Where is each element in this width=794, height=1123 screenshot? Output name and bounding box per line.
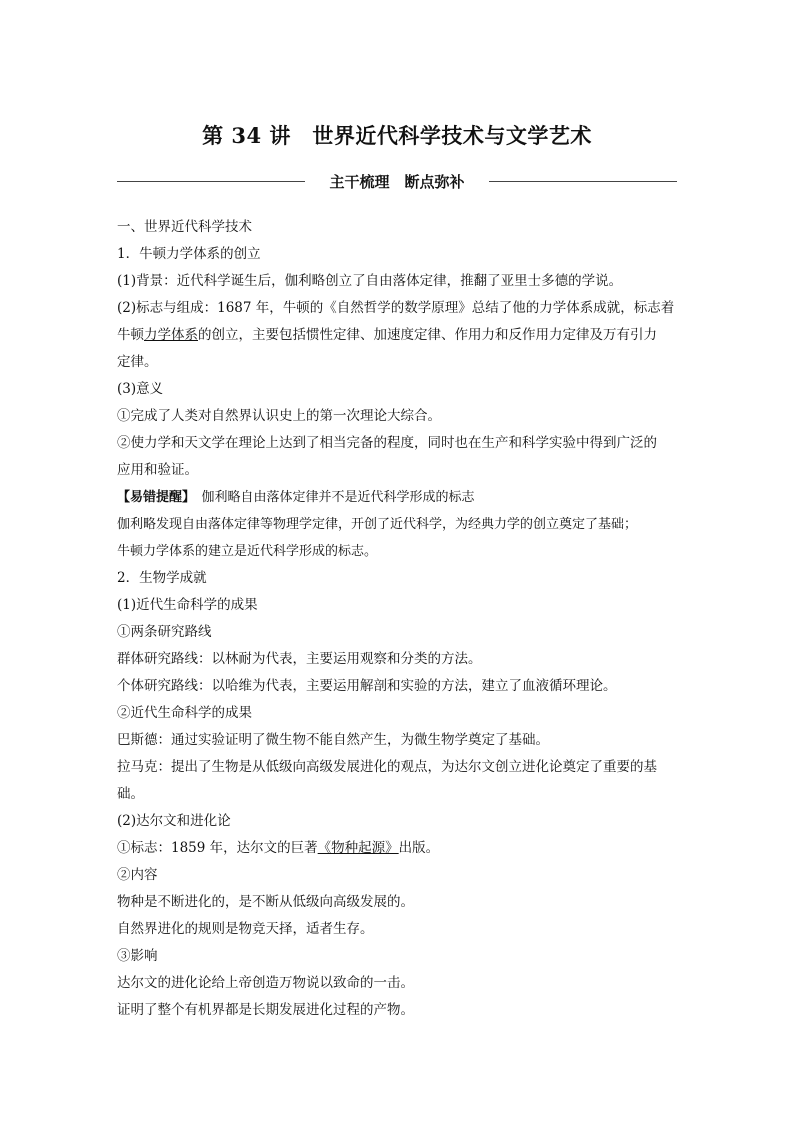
document-body xyxy=(117,214,679,1024)
heading-1: 一、世界近代科学技术 xyxy=(117,219,252,235)
list-item: ②内容 xyxy=(117,867,158,883)
text-span: 出版。 xyxy=(398,840,440,856)
list-item: ③影响 xyxy=(117,948,158,964)
paragraph: 达尔文的进化论给上帝创造万物说以致命的一击。 xyxy=(117,975,414,991)
paragraph: 个体研究路线：以哈维为代表，主要运用解剖和实验的方法，建立了血液循环理论。 xyxy=(117,678,617,694)
paragraph: 自然界进化的规则是物竞天择，适者生存。 xyxy=(117,921,374,937)
underlined-book-title: 《物种起源》 xyxy=(317,840,399,856)
tip-heading xyxy=(117,484,679,511)
section-rule-right xyxy=(489,181,677,182)
list-item: ①两条研究路线 xyxy=(117,624,212,640)
text-span: 的创立，主要包括惯性定律、加速度定律、作用力和反作用力定律及万有引力 xyxy=(198,327,657,343)
paragraph-sign-line3: 定律。 xyxy=(117,354,158,370)
paragraph-cont: 础。 xyxy=(117,786,144,802)
tip-text-line2: 牛顿力学体系的建立是近代科学形成的标志。 xyxy=(117,544,378,559)
tip-title: 伽利略自由落体定律并不是近代科学形成的标志 xyxy=(188,490,475,505)
paragraph-background: (1)背景：近代科学诞生后，伽利略创立了自由落体定律，推翻了亚里士多德的学说。 xyxy=(117,273,623,289)
paragraph: 群体研究路线：以林耐为代表，主要运用观察和分类的方法。 xyxy=(117,651,482,667)
paragraph-sign-line2 xyxy=(117,322,679,349)
underlined-term: 力学体系 xyxy=(144,327,198,343)
paragraph: 证明了整个有机界都是长期发展进化过程的产物。 xyxy=(117,1002,414,1018)
section-header xyxy=(117,171,677,193)
text-span: ①标志：1859 年，达尔文的巨著 xyxy=(117,840,318,856)
paragraph-sign-line1: (2)标志与组成：1687 年，牛顿的《自然哲学的数学原理》总结了他的力学体系成就，标志着 xyxy=(117,300,675,316)
list-item: ②近代生命科学的成果 xyxy=(117,705,252,721)
list-item xyxy=(117,835,679,862)
subheading-biology: 2．生物学成就 xyxy=(117,570,207,586)
text-span: 牛顿 xyxy=(117,327,144,343)
paragraph: 物种是不断进化的，是不断从低级向高级发展的。 xyxy=(117,894,414,910)
tip-tag: 【易错提醒】 xyxy=(117,490,189,505)
list-item: ①完成了人类对自然界认识史上的第一次理论大综合。 xyxy=(117,408,441,424)
subheading-newton: 1．牛顿力学体系的创立 xyxy=(117,246,261,262)
subheading-significance: (3)意义 xyxy=(117,381,164,397)
tip-text-line1: 伽利略发现自由落体定律等物理学定律，开创了近代科学，为经典力学的创立奠定了基础； xyxy=(117,517,638,532)
list-item: ②使力学和天文学在理论上达到了相当完备的程度，同时也在生产和科学实验中得到广泛的 xyxy=(117,435,657,451)
section-label: 主干梳理 断点弥补 xyxy=(329,173,465,191)
subheading-darwin: (2)达尔文和进化论 xyxy=(117,813,231,829)
subheading-life-science: (1)近代生命科学的成果 xyxy=(117,597,258,613)
lesson-title: 第 34 讲 世界近代科学技术与文学艺术 xyxy=(202,123,592,148)
paragraph: 巴斯德：通过实验证明了微生物不能自然产生，为微生物学奠定了基础。 xyxy=(117,732,549,748)
paragraph: 拉马克：提出了生物是从低级向高级发展进化的观点，为达尔文创立进化论奠定了重要的基 xyxy=(117,759,657,775)
list-item-cont: 应用和验证。 xyxy=(117,462,198,478)
